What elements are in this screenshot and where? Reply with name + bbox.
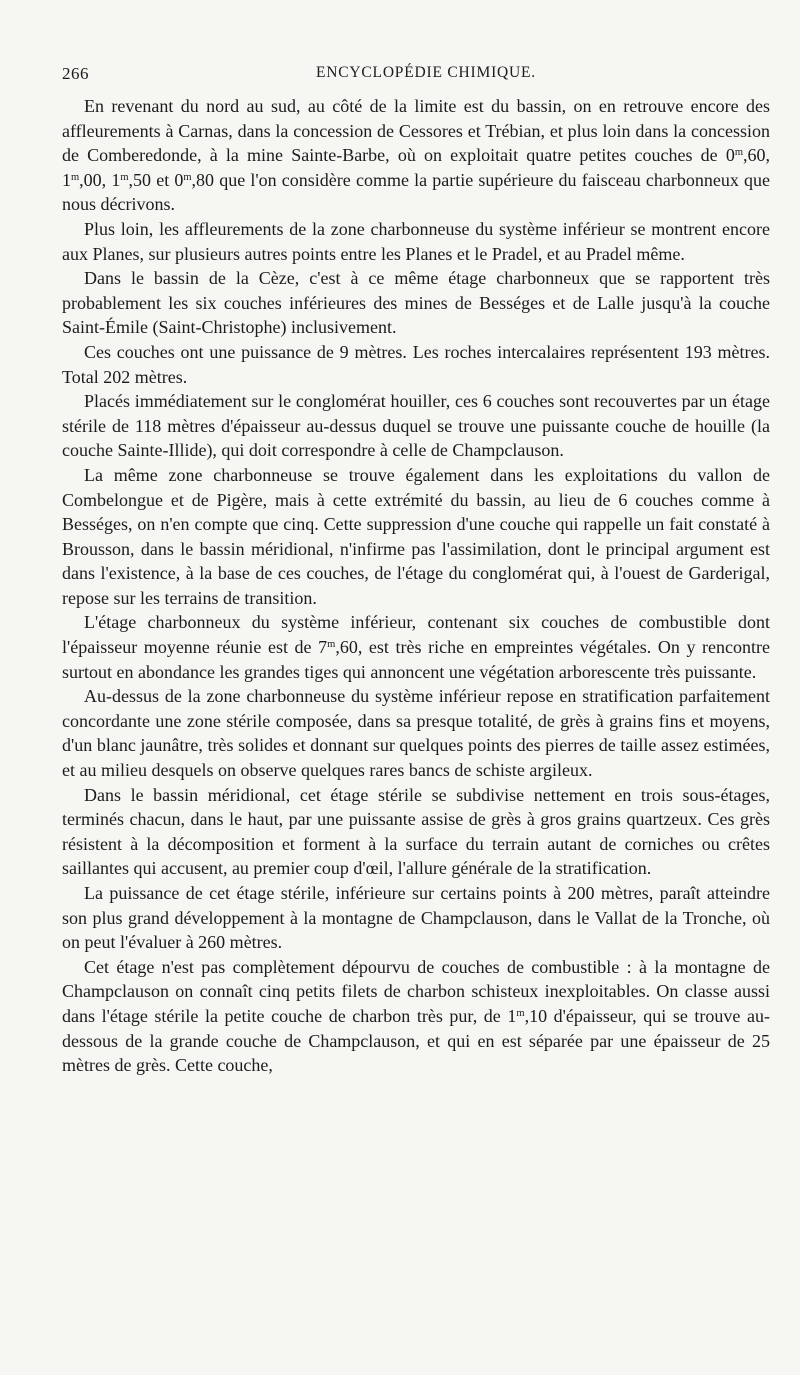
- paragraph: [62, 955, 770, 1078]
- unit-superscript: m: [183, 171, 192, 183]
- paragraph: [62, 881, 770, 955]
- paragraph-text: ,80 que l'on considère comme la partie supérieure du faisceau charbonneux que nous décrivons.: [62, 169, 770, 215]
- paragraph-text: Dans le bassin méridional, cet étage stérile se subdivise nettement en trois sous-étages, terminés chacun, dans le haut, par une puissante assise de grès à gros grains quartzeux. Ces grès résistent à la décomposition et forment à la surface du terrain autant de corniches ou crêtes saillantes qui accusent, au premier coup d'œil, l'allure générale de la stratification.: [62, 784, 770, 879]
- paragraph-text: Ces couches ont une puissance de 9 mètres. Les roches intercalaires représentent 193 mètres. Total 202 mètres.: [62, 341, 770, 387]
- paragraph: [62, 610, 770, 684]
- paragraph-text: Au-dessus de la zone charbonneuse du système inférieur repose en stratification parfaitement concordante une zone stérile composée, dans sa presque totalité, de grès à grains fins et moyens, d'un blanc jaunâtre, très solides et donnant sur quelques points des pierres de taille assez estimées, et au milieu desquels on observe quelques rares bancs de schiste argileux.: [62, 686, 770, 781]
- paragraph: [62, 266, 770, 340]
- unit-superscript: m: [516, 1007, 525, 1019]
- paragraph-text: ,00, 1: [79, 169, 121, 190]
- paragraph: [62, 684, 770, 782]
- paragraph: [62, 463, 770, 611]
- paragraph-text: ,10 d'épaisseur, qui se trouve au-dessous de la grande couche de Champclauson, et qui en est séparée par une épaisseur de 25 mètres de grès. Cette couche,: [62, 1005, 770, 1076]
- paragraph-text: L'étage charbonneux du système inférieur, contenant six couches de combustible dont l'épaisseur moyenne réunie est de 7: [62, 612, 770, 658]
- paragraph-text: ,60, est très riche en empreintes végétales. On y rencontre surtout en abondance les grandes tiges qui annoncent une végétation arborescente très puissante.: [62, 637, 771, 682]
- paragraph: [62, 94, 770, 217]
- paragraph: [62, 783, 770, 881]
- running-title: ENCYCLOPÉDIE CHIMIQUE.: [316, 64, 536, 81]
- body-text: [62, 94, 770, 1078]
- paragraph-text: En revenant du nord au sud, au côté de la limite est du bassin, on en retrouve encore des affleurements à Carnas, dans la concession de Cessores et Trébian, et plus loin dans la concession de Comberedonde, à la mine Sainte-Barbe, où on exploitait quatre petites couches de 0: [62, 96, 770, 166]
- paragraph-text: Placés immédiatement sur le conglomérat houiller, ces 6 couches sont recouvertes par un étage stérile de 118 mètres d'épaisseur au-dessus duquel se trouve une puissante couche de houille (la couche Sainte-Illide), qui doit correspondre à celle de Champclauson.: [62, 391, 770, 461]
- page-number: 266: [62, 64, 89, 83]
- unit-superscript: m: [71, 171, 80, 183]
- paragraph-text: ,60, 1: [62, 145, 770, 190]
- unit-superscript: m: [120, 171, 129, 183]
- paragraph-text: Cet étage n'est pas complètement dépourvu de couches de combustible : à la montagne de Champclauson on connaît cinq petits filets de charbon schisteux inexploitables. On classe aussi dans l'étage stérile la petite couche de charbon très pur, de 1: [62, 956, 770, 1026]
- unit-superscript: m: [327, 639, 336, 651]
- paragraph-text: La même zone charbonneuse se trouve également dans les exploitations du vallon de Combelongue et de Pigère, mais à cette extrémité du bassin, au lieu de 6 couches comme à Bességes, on n'en compte que cinq. Cette suppression d'une couche qui rappelle un fait constaté à Brousson, dans le bassin méridional, n'infirme pas l'assimilation, dont le principal argument est dans l'existence, à la base de ces couches, de l'étage du conglomérat qui, à l'ouest de Garderigal, repose sur les terrains de transition.: [62, 464, 770, 608]
- paragraph-text: ,50 et 0: [128, 169, 184, 190]
- paragraph: [62, 217, 770, 266]
- paragraph-text: La puissance de cet étage stérile, inférieure sur certains points à 200 mètres, paraît atteindre son plus grand développement à la montagne de Champclauson, dans le Vallat de la Tronche, où on peut l'évaluer à 260 mètres.: [62, 883, 770, 953]
- running-header: [62, 64, 770, 86]
- paragraph-text: Plus loin, les affleurements de la zone charbonneuse du système inférieur se montrent encore aux Planes, sur plusieurs autres points entre les Planes et le Pradel, et au Pradel même.: [62, 218, 770, 264]
- paragraph: [62, 340, 770, 389]
- paragraph: [62, 389, 770, 463]
- unit-superscript: m: [734, 147, 743, 159]
- paragraph-text: Dans le bassin de la Cèze, c'est à ce même étage charbonneux que se rapportent très probablement les six couches inférieures des mines de Bességes et de Lalle jusqu'à la couche Saint-Émile (Saint-Christophe) inclusivement.: [62, 268, 770, 338]
